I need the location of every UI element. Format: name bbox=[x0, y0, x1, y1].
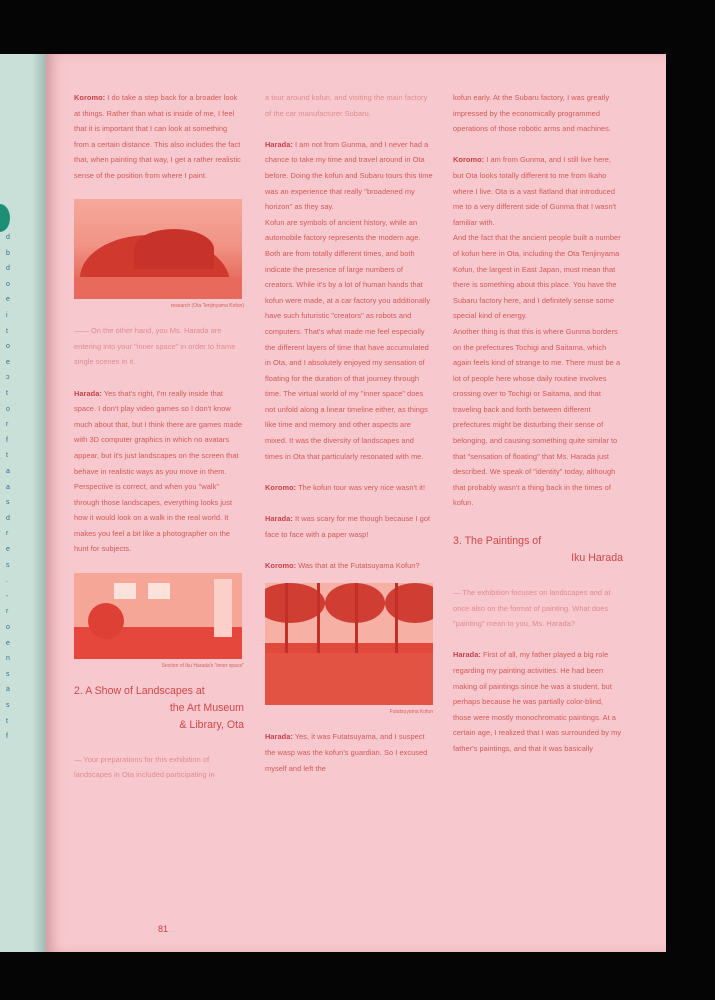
margin-letter: s bbox=[6, 670, 10, 678]
margin-letter: r bbox=[6, 608, 9, 616]
paragraph bbox=[74, 386, 244, 558]
speaker-label: Koromo: bbox=[74, 93, 106, 102]
margin-letter: - bbox=[6, 592, 9, 600]
speaker-label: Koromo: bbox=[453, 155, 485, 165]
margin-letter: ɔ bbox=[6, 374, 10, 382]
paragraph-text: The kofun tour was very nice wasn't it! bbox=[296, 482, 426, 492]
margin-letter: e bbox=[6, 639, 10, 647]
speaker-label: Harada: bbox=[265, 139, 293, 149]
inner-space-photo bbox=[74, 573, 242, 659]
column-3 bbox=[453, 90, 623, 757]
margin-letter: d bbox=[6, 514, 10, 522]
speaker-label: Harada: bbox=[453, 650, 481, 660]
decorative-shape bbox=[0, 204, 10, 232]
futatsuyama-photo bbox=[265, 583, 433, 705]
question-text: —— On the other hand, you Ms. Harada are entering into your "inner space" in order to frame single scenes in it. bbox=[74, 326, 236, 367]
page-number: 81 bbox=[158, 924, 169, 934]
margin-letter: o bbox=[6, 280, 10, 288]
margin-letter: n bbox=[6, 655, 10, 663]
previous-page-edge bbox=[0, 54, 46, 952]
paragraph bbox=[453, 152, 623, 230]
margin-letter: r bbox=[6, 530, 9, 538]
paragraph bbox=[265, 729, 433, 776]
paragraph bbox=[453, 647, 623, 756]
margin-letter: d bbox=[6, 265, 10, 273]
speaker-label: Harada: bbox=[265, 514, 293, 524]
margin-letter: o bbox=[6, 405, 10, 413]
photo-caption: Section of Iku Harada's "inner space" bbox=[161, 662, 244, 669]
section-heading bbox=[453, 533, 623, 567]
margin-letter: e bbox=[6, 546, 10, 553]
question-text: — The exhibition focuses on landscapes and at once also on the format of painting. What does "painting" mean to you, Ms. Harada? bbox=[453, 588, 611, 629]
photo-caption: research (Ota Tenjinyama Kofun) bbox=[170, 303, 244, 310]
paragraph: Another thing is that this is where Gunma borders on the prefectures Tochigi and Saitama, which again feels kind of strange to me. There must be a lot of people here whose daily routine involves crossing over to Tochigi or Saitama, and that traveling back and forth between different prefectures might be disturbing their sense of belonging, and causing something quite similar to that "sensation of floating" that Ms. Harada just described. We speak of "identity" today, although that probably wasn't a thing back in the times of kofun. bbox=[453, 326, 621, 508]
margin-letter: e bbox=[6, 296, 10, 304]
paragraph: a tour around kofun, and visiting the main factory of the car manufacturer Subaru. bbox=[265, 93, 428, 118]
margin-letter: o bbox=[6, 624, 10, 631]
speaker-label: Harada: bbox=[265, 732, 293, 742]
margin-letter: t bbox=[6, 717, 8, 725]
paragraph bbox=[265, 511, 433, 542]
paragraph-text: Yes that's right, I'm really inside that space. I don't play video games so I don't know much about that, but I think there are games made with 3D computer graphics in which no avatars appear, but it's just landscapes on the screen that behave in realistic ways as you move in them. Perspective is correct, and when you "walk" through those landscapes, everything looks just how it would look on a walk in the real world. It makes you feel a bit like a photographer on the hunt for subjects. bbox=[74, 388, 243, 554]
photo-caption: Futatsuyama Kofun bbox=[389, 709, 433, 716]
margin-letter: b bbox=[6, 249, 10, 257]
paragraph-text: Was that at the Futatsuyama Kofun? bbox=[296, 560, 420, 570]
margin-letter: s bbox=[6, 702, 10, 709]
kofun-research-photo bbox=[74, 199, 242, 299]
paragraph: kofun early. At the Subaru factory, I was greatly impressed by the economically programmed operations of those robotic arms and machines. bbox=[453, 93, 611, 134]
speaker-label: Harada: bbox=[74, 388, 102, 398]
paragraph-text: I am not from Gunma, and I never had a chance to take my time and travel around in Ota before. Doing the kofun and Subaru tours this time was an experience that really "broadened my horizon" as they say. bbox=[265, 139, 433, 212]
photo-window-shape bbox=[114, 583, 136, 599]
column-2 bbox=[265, 90, 433, 776]
margin-letter: r bbox=[6, 421, 9, 429]
photo-ground-shape bbox=[74, 277, 242, 299]
paragraph: And the fact that the ancient people built a number of kofun here in Ota, including the Ota Tenjinyama Kofun, the largest in East Japan, must mean that there is something about this place. You have the Subaru factory here, and I definitely sense some special kind of energy. bbox=[453, 233, 621, 321]
heading-line: Iku Harada bbox=[571, 552, 623, 565]
heading-line: 2. A Show of Landscapes at bbox=[74, 684, 205, 697]
paragraph: Kofun are symbols of ancient history, while an automobile factory represents the modern age. Both are from totally different times, and both indicate the presence of large numbers of creators. While it's by a lot of human hands that kofun were made, at a car factory you additionally have such futuristic "creators" as robots and computers. That's what made me feel especially the different layers of time that have accumulated in Ota, and I absolutely enjoyed my sensation of floating for the duration of that journey through time. The virtual world of my "inner space" does not unfold along a linear timeline either, as things like time and memory and other aspects are mixed. It was the diversity of landscapes and times in Ota that particularly resonated with me. bbox=[265, 217, 431, 461]
heading-line: 3. The Paintings of bbox=[453, 535, 542, 548]
paragraph-text: I am from Gunma, and I still live here, but Ota looks totally different to me from Ikaho where I live. Ota is a vast flatland that introduced me to a very different side of Gunma that I wasn't familiar with. bbox=[453, 155, 617, 227]
margin-letter: f bbox=[6, 436, 8, 444]
margin-letter: f bbox=[6, 733, 8, 741]
margin-letter: t bbox=[6, 390, 8, 397]
paragraph bbox=[265, 558, 433, 574]
paragraph bbox=[74, 90, 244, 184]
paragraph-text: Yes, it was Futatsuyama, and I suspect the wasp was the kofun's guardian. So I excused myself and left the bbox=[265, 732, 428, 773]
margin-letter: . bbox=[6, 577, 8, 585]
margin-letter: o bbox=[6, 343, 10, 351]
margin-letter: s bbox=[6, 499, 10, 507]
margin-letter: d bbox=[6, 234, 10, 241]
margin-letter: t bbox=[6, 452, 8, 460]
speaker-label: Koromo: bbox=[265, 482, 297, 492]
question-text: — Your preparations for this exhibition of landscapes in Ota included participating in bbox=[74, 754, 215, 780]
photo-floor-shape bbox=[265, 653, 433, 705]
paragraph-text: I do take a step back for a broader look at things. Rather than what is inside of me, I feel that it is important that I can look at something from a certain distance. This also includes the fact that, when painting that way, I get a rather realistic sense of the position from where I paint. bbox=[74, 93, 241, 180]
photo-door-shape bbox=[214, 579, 232, 637]
margin-letter: e bbox=[6, 358, 10, 366]
speaker-label: Koromo: bbox=[265, 560, 297, 570]
paragraph bbox=[265, 137, 433, 215]
page-spine-shadow bbox=[32, 54, 46, 952]
heading-line: the Art Museum bbox=[169, 701, 244, 714]
photo-sphere-shape bbox=[88, 603, 124, 639]
heading-line: & Library, Ota bbox=[179, 718, 244, 731]
margin-letter: s bbox=[6, 561, 10, 569]
section-heading bbox=[74, 683, 244, 734]
margin-letter: a bbox=[6, 483, 10, 491]
margin-letter: a bbox=[6, 468, 10, 475]
paragraph bbox=[265, 480, 433, 496]
photo-window-shape bbox=[148, 583, 170, 599]
paragraph-text: It was scary for me though because I got face to face with a paper wasp! bbox=[265, 514, 431, 539]
photo-hill-shape bbox=[134, 229, 214, 269]
column-1 bbox=[74, 90, 244, 783]
margin-letter: i bbox=[6, 312, 8, 319]
margin-letter: a bbox=[6, 686, 10, 694]
paragraph-text: First of all, my father played a big role regarding my painting activities. He had been making oil paintings since he was a student, but perhaps because he was partially color-blind, those were mostly monochromatic paintings. At a certain age, I realized that I was surrounded by my father's paintings, and that it was basically bbox=[453, 650, 622, 753]
magazine-page bbox=[46, 54, 666, 952]
margin-letter: t bbox=[6, 327, 8, 335]
